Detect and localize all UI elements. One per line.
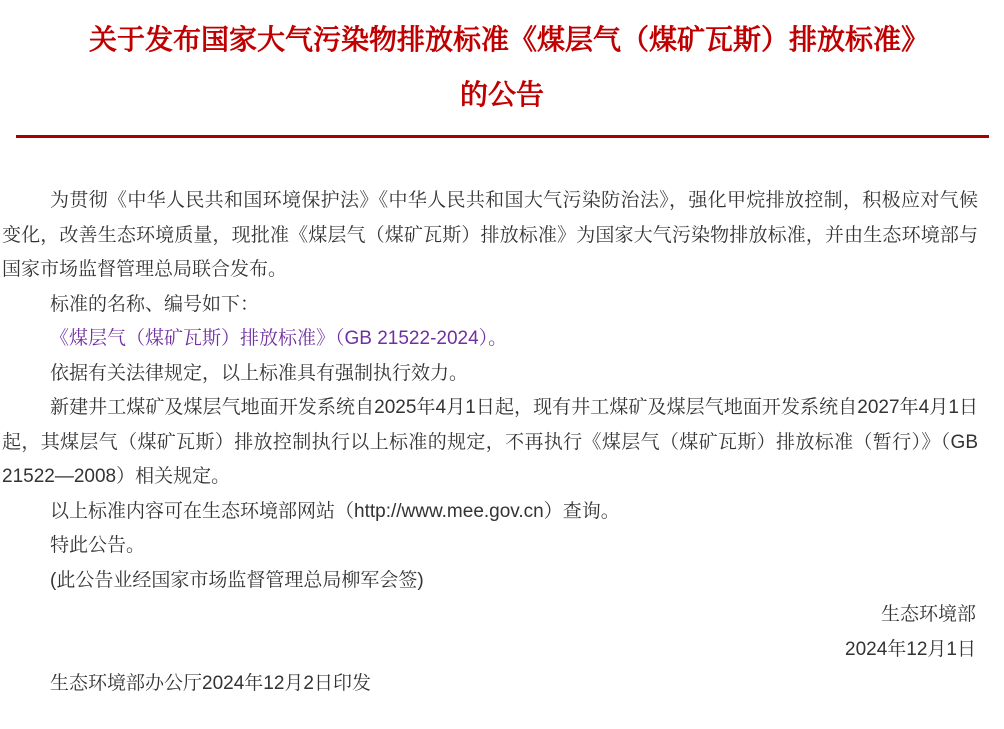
paragraph-implementation: 新建井工煤矿及煤层气地面开发系统自2025年4月1日起，现有井工煤矿及煤层气地面开发系统自2027年4月1日起，其煤层气（煤矿瓦斯）排放控制执行以上标准的规定，不再执行《煤层气（煤矿瓦斯）排放标准（暂行）》（GB 21522—2008）相关规定。	[2, 397, 978, 487]
paragraph-standard-link	[2, 322, 978, 357]
standard-gb21522-2024-link[interactable]: 《煤层气（煤矿瓦斯）排放标准》（GB 21522-2024）。	[50, 328, 508, 349]
paragraph-website: 以上标准内容可在生态环境部网站（http://www.mee.gov.cn）查询。	[50, 500, 620, 522]
paragraph-legal-effect: 依据有关法律规定，以上标准具有强制执行效力。	[50, 362, 469, 384]
title-divider-rule	[16, 135, 989, 138]
announcement-body	[2, 184, 978, 702]
paragraph-intro: 为贯彻《中华人民共和国环境保护法》《中华人民共和国大气污染防治法》，强化甲烷排放控制，积极应对气候变化，改善生态环境质量，现批准《煤层气（煤矿瓦斯）排放标准》为国家大气污染物排放标准，并由生态环境部与国家市场监督管理总局联合发布。	[2, 190, 978, 280]
paragraph-closing: 特此公告。	[50, 535, 146, 556]
signature-date: 2024年12月1日	[845, 638, 976, 660]
page-title: 关于发布国家大气污染物排放标准《煤层气（煤矿瓦斯）排放标准》的公告	[88, 24, 915, 110]
signature-issuer: 生态环境部	[880, 604, 976, 625]
paragraph-countersign: (此公告业经国家市场监督管理总局柳军会签)	[50, 569, 424, 591]
print-distribution-note: 生态环境部办公厅2024年12月2日印发	[50, 673, 371, 694]
paragraph-standards-heading: 标准的名称、编号如下：	[50, 293, 260, 315]
